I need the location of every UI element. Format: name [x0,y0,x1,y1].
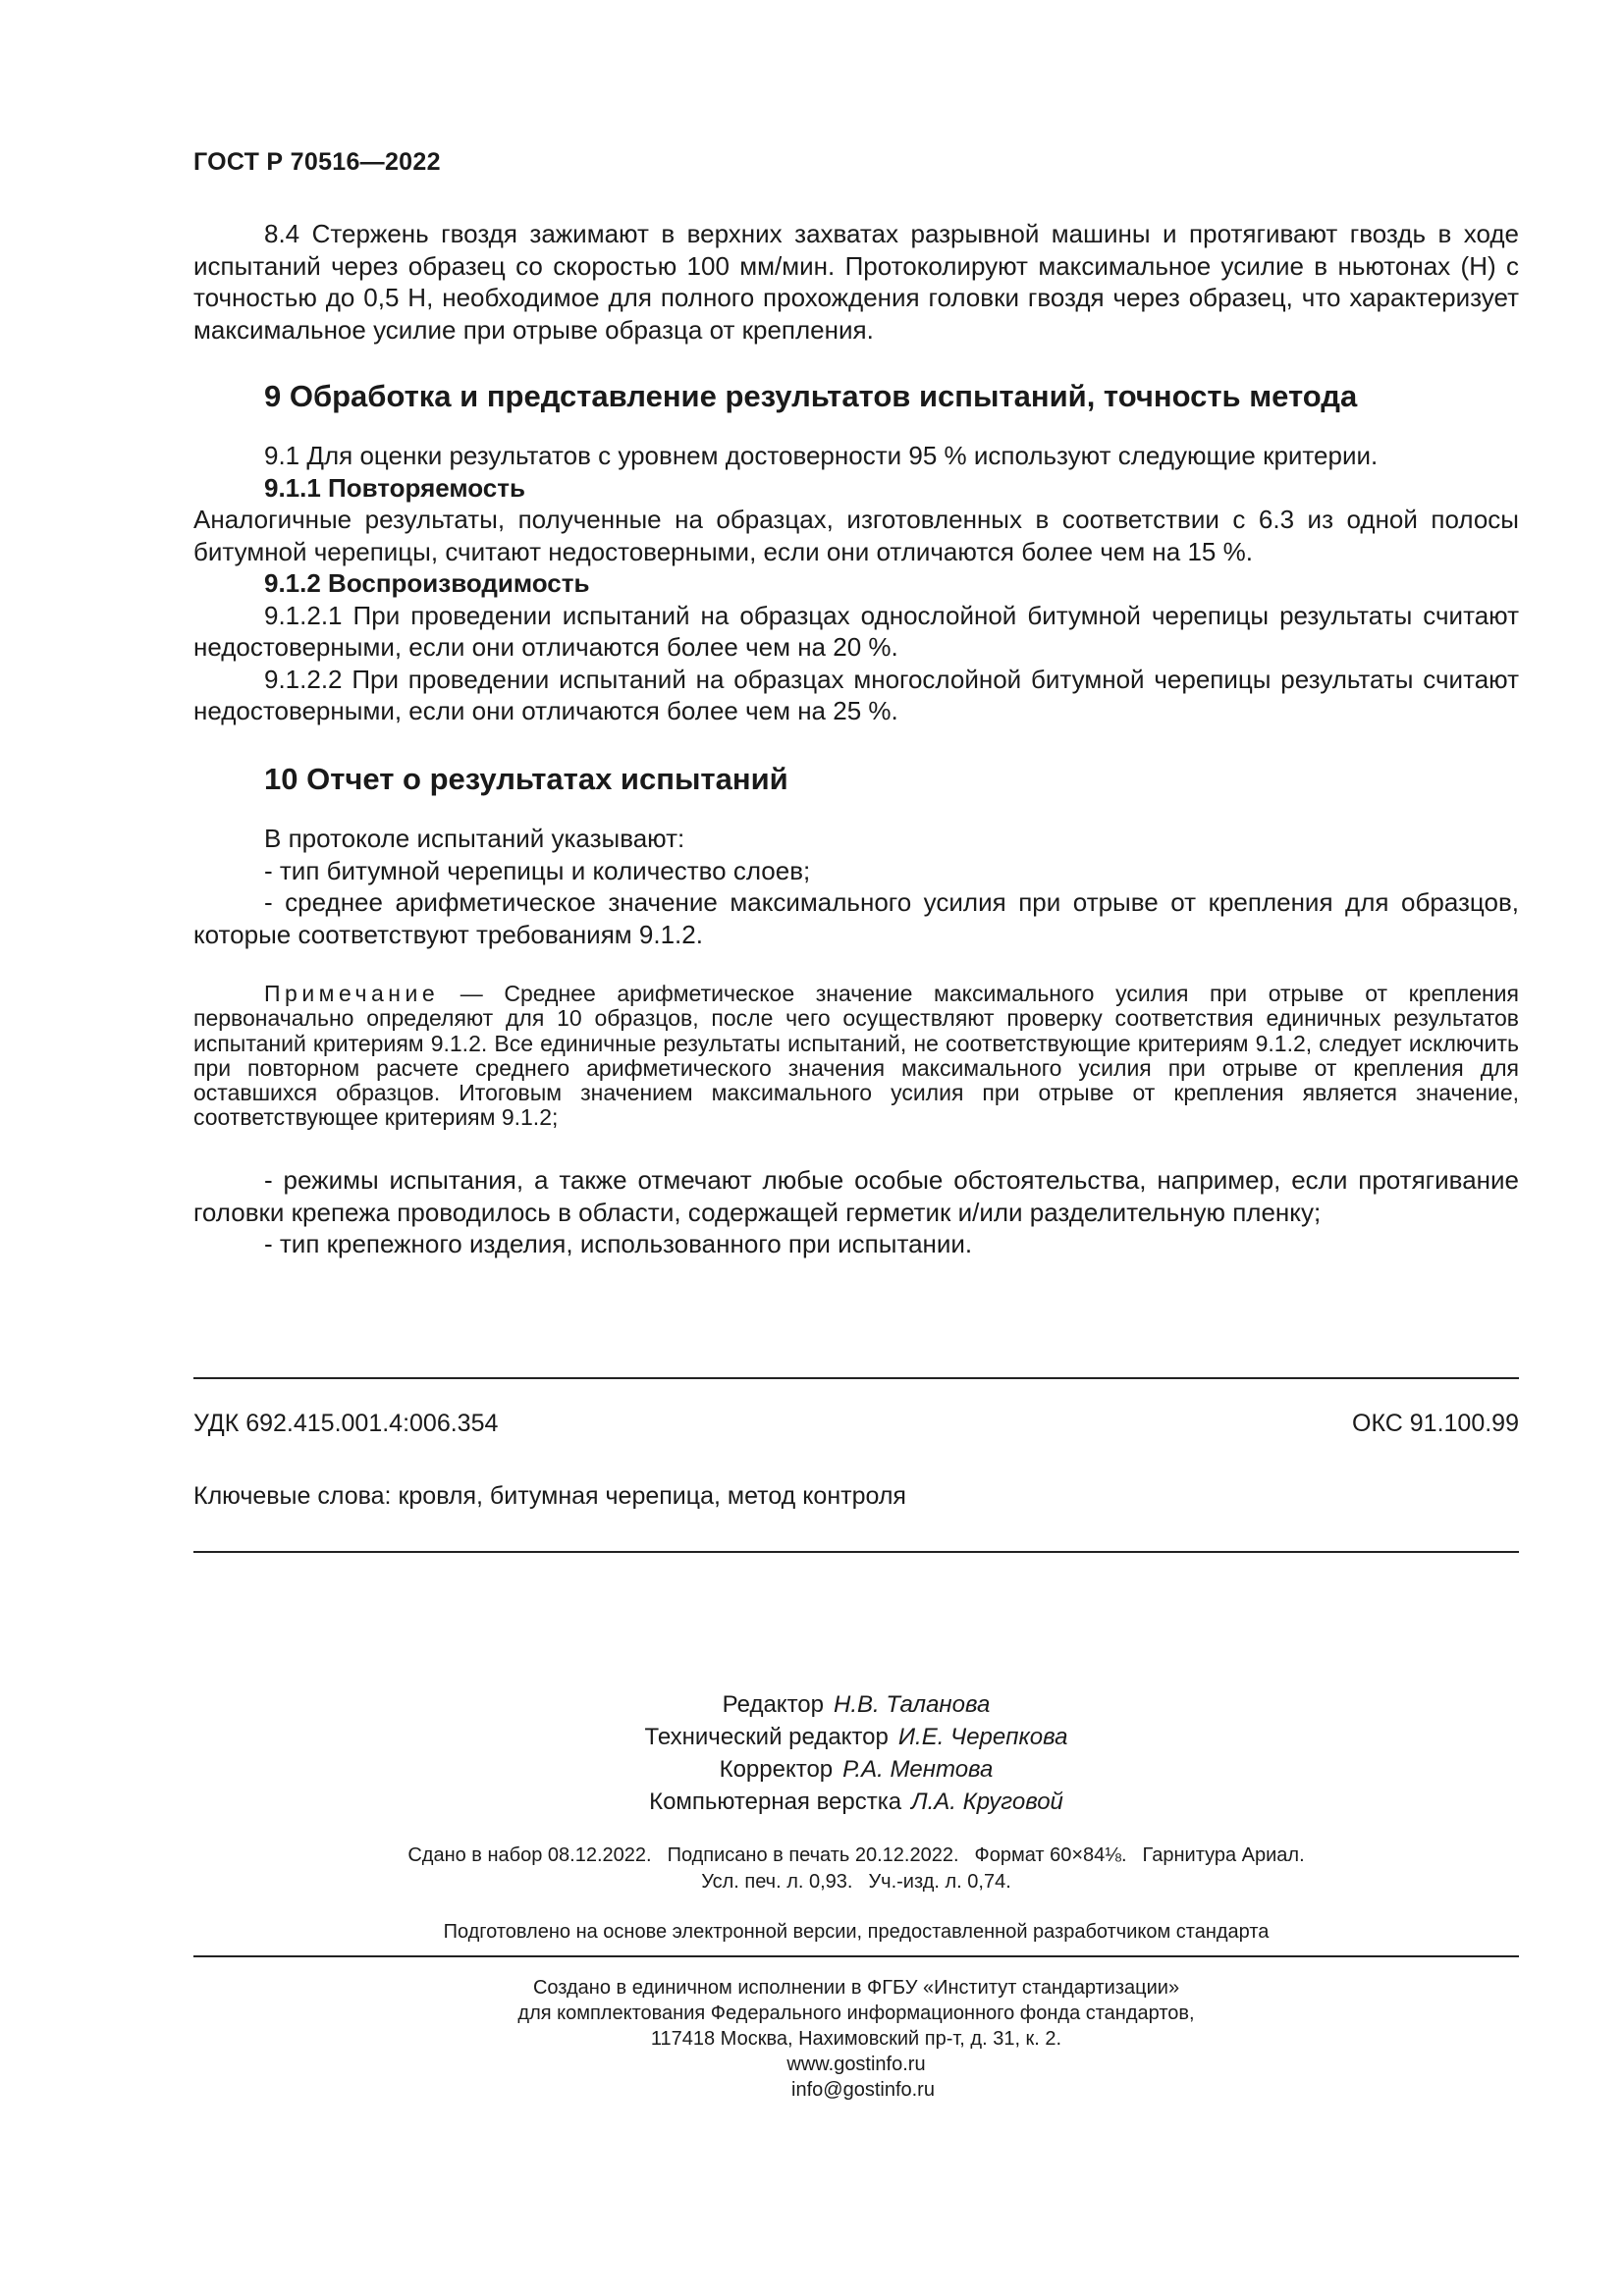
keywords: Ключевые слова: кровля, битумная черепица, метод контроля [193,1482,906,1510]
publisher-footer [193,1975,1519,2103]
print-info-line-1: Сдано в набор 08.12.2022. Подписано в печать 20.12.2022. Формат 60×84⅛. Гарнитура Ариал. [407,1844,1305,1866]
note-label: Примечание [264,981,440,1006]
credits-block [193,1688,1519,1818]
paragraph-9-1-2-2: 9.1.2.2 При проведении испытаний на образцах многослойной битумной черепицы результаты считают недостоверными, если они отличаются более чем на 25 %. [193,664,1519,725]
footer-email-link[interactable]: info@gostinfo.ru [791,2079,935,2101]
section-9-title: 9 Обработка и представление результатов испытаний, точность метода [264,379,1358,413]
section-10-body-cont [193,1164,1519,1260]
report-item-1: - тип битумной черепицы и количество слоев; [264,855,811,885]
print-info-line-2: Усл. печ. л. 0,93. Уч.-изд. л. 0,74. [701,1871,1011,1893]
credit-layout: Компьютерная верстка Л.А. Круговой [649,1789,1063,1815]
footer-line-3: 117418 Москва, Нахимовский пр-т, д. 31, к. 2. [650,2028,1062,2050]
paragraph-9-1-2-1: 9.1.2.1 При проведении испытаний на образцах однослойной битумной черепицы результаты считают недостоверными, если они отличаются более чем на 20 %. [193,600,1519,662]
prepared-note: Подготовлено на основе электронной версии, предоставленной разработчиком стандарта [443,1921,1270,1943]
credit-tech-editor: Технический редактор И.Е. Черепкова [644,1724,1068,1750]
paragraph-8-4: 8.4 Стержень гвоздя зажимают в верхних захватах разрывной машины и протягивают гвоздь в ходе испытаний через образец со скоростью 100 мм/мин. Протоколируют максимальное усилие в ньютонах (Н) с точностью до 0,5 Н, необходимое для полного прохождения головки гвоздя через образец, что характеризует максимальное усилие при отрыве образца от крепления. [193,219,1519,345]
paragraph-9-1: 9.1 Для оценки результатов с уровнем достоверности 95 % используют следующие критерии. [264,441,1379,470]
section-9-body [193,440,1519,727]
paragraph-9-1-1: Аналогичные результаты, полученные на образцах, изготовленных в соответствии с 6.3 из одной полосы битумной черепицы, считают недостоверными, если они отличаются более чем на 15 %. [193,505,1519,566]
note-paragraph [193,982,1519,1131]
footer-line-1: Создано в единичном исполнении в ФГБУ «Институт стандартизации» [532,1977,1180,1999]
divider-footer [193,1955,1519,1957]
credit-proofreader: Корректор Р.А. Ментова [719,1756,994,1783]
heading-9-1-1: 9.1.1 Повторяемость [264,472,525,503]
heading-9-1-2: 9.1.2 Воспроизводимость [264,568,590,598]
print-info [193,1842,1519,1896]
udk-code: УДК 692.415.001.4:006.354 [193,1410,499,1437]
footer-line-2: для комплектования Федерального информационного фонда стандартов, [517,2002,1195,2024]
credit-editor: Редактор Н.В. Таланова [722,1691,991,1718]
section-10-title: 10 Отчет о результатах испытаний [264,762,788,796]
note-block [193,982,1519,1131]
footer-contacts [193,2052,1519,2103]
paragraph-8-4-block [193,218,1519,346]
report-intro: В протоколе испытаний указывают: [264,824,685,853]
divider-top [193,1377,1519,1379]
divider-bottom [193,1551,1519,1553]
oks-code: ОКС 91.100.99 [1352,1410,1519,1437]
note-text: — Среднее арифметическое значение максимального усилия при отрыве от крепления первоначально определяют для 10 образцов, после чего осуществляют проверку соответствия единичных результатов испытаний критериям 9.1.2. Все единичные результаты испытаний, не соответствующие критериям 9.1.2, следует исключить при повторном расчете среднего арифметического значения максимального усилия при отрыве от крепления для оставшихся образцов. Итоговым значением максимального усилия при отрыве от крепления является значение, соответствующее критериям 9.1.2; [193,981,1519,1131]
footer-site-link[interactable]: www.gostinfo.ru [786,2054,926,2075]
doc-header: ГОСТ Р 70516—2022 [193,148,441,176]
report-item-2: - среднее арифметическое значение максимального усилия при отрыве от крепления для образцов, которые соответствуют требованиям 9.1.2. [193,887,1519,949]
report-item-3: - режимы испытания, а также отмечают любые особые обстоятельства, например, если протягивание головки крепежа проводилось в области, содержащей герметик и/или разделительную пленку; [193,1165,1519,1227]
report-item-4: - тип крепежного изделия, использованного при испытании. [264,1229,973,1258]
section-10-body [193,823,1519,950]
